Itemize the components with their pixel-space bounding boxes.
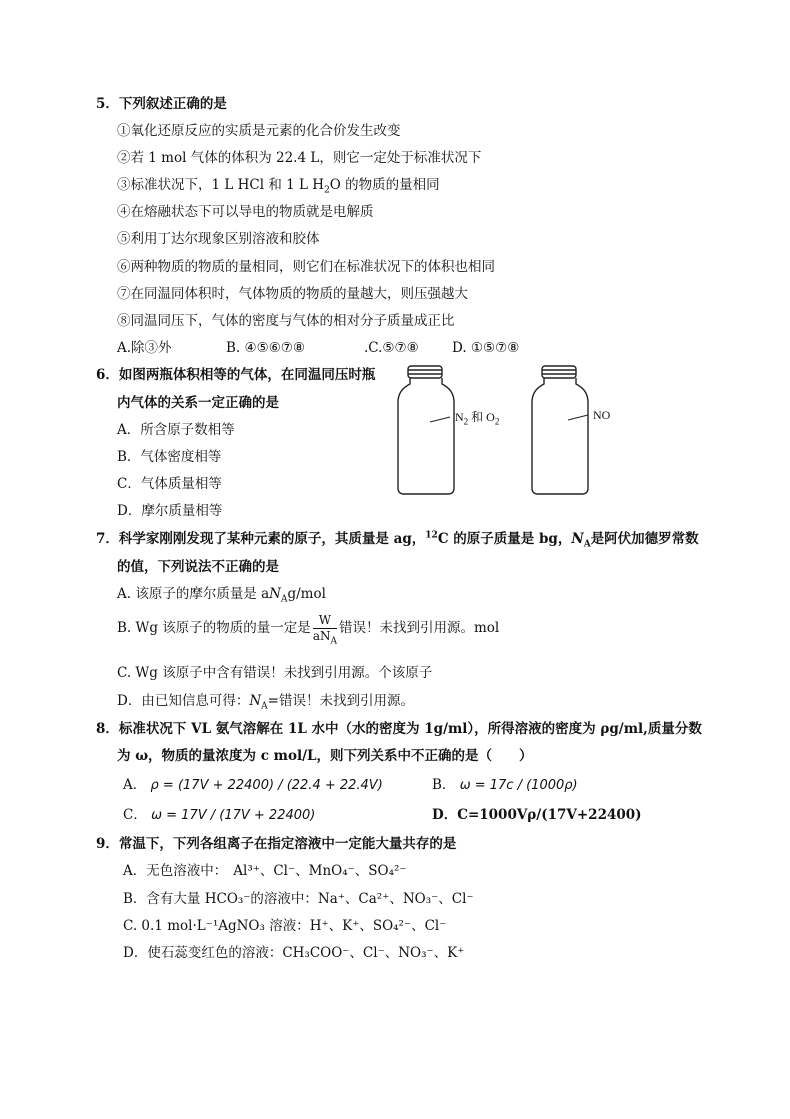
q7-option-d: D．由已知信息可得：$N_A=$错误！未找到引用源。 [117, 693, 414, 712]
q8-option-a: A． ρ = (17V + 22400) / (22.4 + 22.4V) [123, 777, 383, 793]
q8-option-d: D．C=1000Vρ/(17V+22400) [432, 807, 642, 823]
q6-option-d: D．摩尔质量相等 [117, 503, 223, 519]
q9-option-d: D．使石蕊变红色的溶液：CH₃COO⁻、Cl⁻、NO₃⁻、K⁺ [123, 945, 465, 961]
q8-option-c: C． ω = 17V / (17V + 22400) [123, 807, 316, 823]
q8-heading: 8．标准状况下 VL 氨气溶解在 1L 水中（水的密度为 1g/ml），所得溶液的密度为 ρg/ml,质量分数 [96, 721, 702, 737]
q9-option-b: B．含有大量 HCO₃⁻的溶液中：Na⁺、Ca²⁺、NO₃⁻、Cl⁻ [123, 891, 474, 907]
q7-option-b: B. Wg 该原子的物质的量一定是 $\frac{W}{aN_A}$ 错误！未找到引用源。mol [117, 613, 500, 647]
bottle-right [532, 366, 588, 494]
q7-option-a: A. 该原子的摩尔质量是 $aN_Ag$/mol [117, 586, 326, 605]
bottle-left-label: $N_2$ 和 $O_2$ [455, 410, 500, 427]
q5-item-5: ⑤利用丁达尔现象区别溶液和胶体 [117, 231, 320, 247]
q6-option-a: A．所含原子数相等 [117, 422, 235, 438]
q5-item-1: ①氧化还原反应的实质是元素的化合价发生改变 [117, 123, 401, 139]
q7-option-b-fraction: $\frac{W}{aN_A}$ [312, 613, 337, 647]
q5-option-b: B. ④⑤⑥⑦⑧ [226, 340, 306, 356]
q5-heading: 5．下列叙述正确的是 [96, 96, 227, 112]
q7-stem-line2: 的值，下列说法不正确的是 [117, 559, 279, 575]
q5-option-a: A.除③外 [117, 340, 172, 356]
q6-stem-line2: 内气体的关系一定正确的是 [117, 395, 279, 411]
q6-heading: 6．如图两瓶体积相等的气体，在同温同压时瓶 [96, 367, 376, 383]
q5-item-2: ②若 1 mol 气体的体积为 22.4 L，则它一定处于标准状况下 [117, 150, 482, 166]
q5-item-3: ③标准状况下，1 L HCl 和 1 L $H_2O$ 的物质的量相同 [117, 177, 440, 196]
q7-heading: 7．科学家刚刚发现了某种元素的原子，其质量是 ag，$^{12}$C 的原子质量是 bg，$N_A$是阿伏加德罗常数 [96, 530, 699, 550]
q8-option-b: B． ω = 17c / (1000ρ) [432, 777, 578, 793]
q9-option-a: A．无色溶液中： Al³⁺、Cl⁻、MnO₄⁻、SO₄²⁻ [123, 863, 407, 879]
q8-stem-line2: 为 ω，物质的量浓度为 c mol/L，则下列关系中不正确的是（ ） [117, 748, 533, 764]
q6-option-b: B．气体密度相等 [117, 449, 222, 465]
q6-option-c: C．气体质量相等 [117, 476, 222, 492]
q5-item-6: ⑥两种物质的物质的量相同，则它们在标准状况下的体积也相同 [117, 259, 495, 275]
q7-option-c: C. Wg 该原子中含有错误！未找到引用源。个该原子 [117, 665, 433, 681]
gas-bottles-illustration [390, 360, 610, 500]
q5-option-d: D. ①⑤⑦⑧ [452, 340, 520, 356]
bottle-left [398, 366, 454, 494]
q9-option-c: C. 0.1 mol·L⁻¹AgNO₃ 溶液：H⁺、K⁺、SO₄²⁻、Cl⁻ [123, 918, 447, 934]
q5-item-4: ④在熔融状态下可以导电的物质就是电解质 [117, 204, 374, 220]
q5-item-8: ⑧同温同压下，气体的密度与气体的相对分子质量成正比 [117, 313, 455, 329]
bottle-right-label: NO [593, 408, 611, 422]
q5-item-7: ⑦在同温同体积时，气体物质的物质的量越大，则压强越大 [117, 286, 468, 302]
q5-option-c: .C.⑤⑦⑧ [364, 340, 419, 356]
q9-heading: 9．常温下，下列各组离子在指定溶液中一定能大量共存的是 [96, 836, 457, 852]
